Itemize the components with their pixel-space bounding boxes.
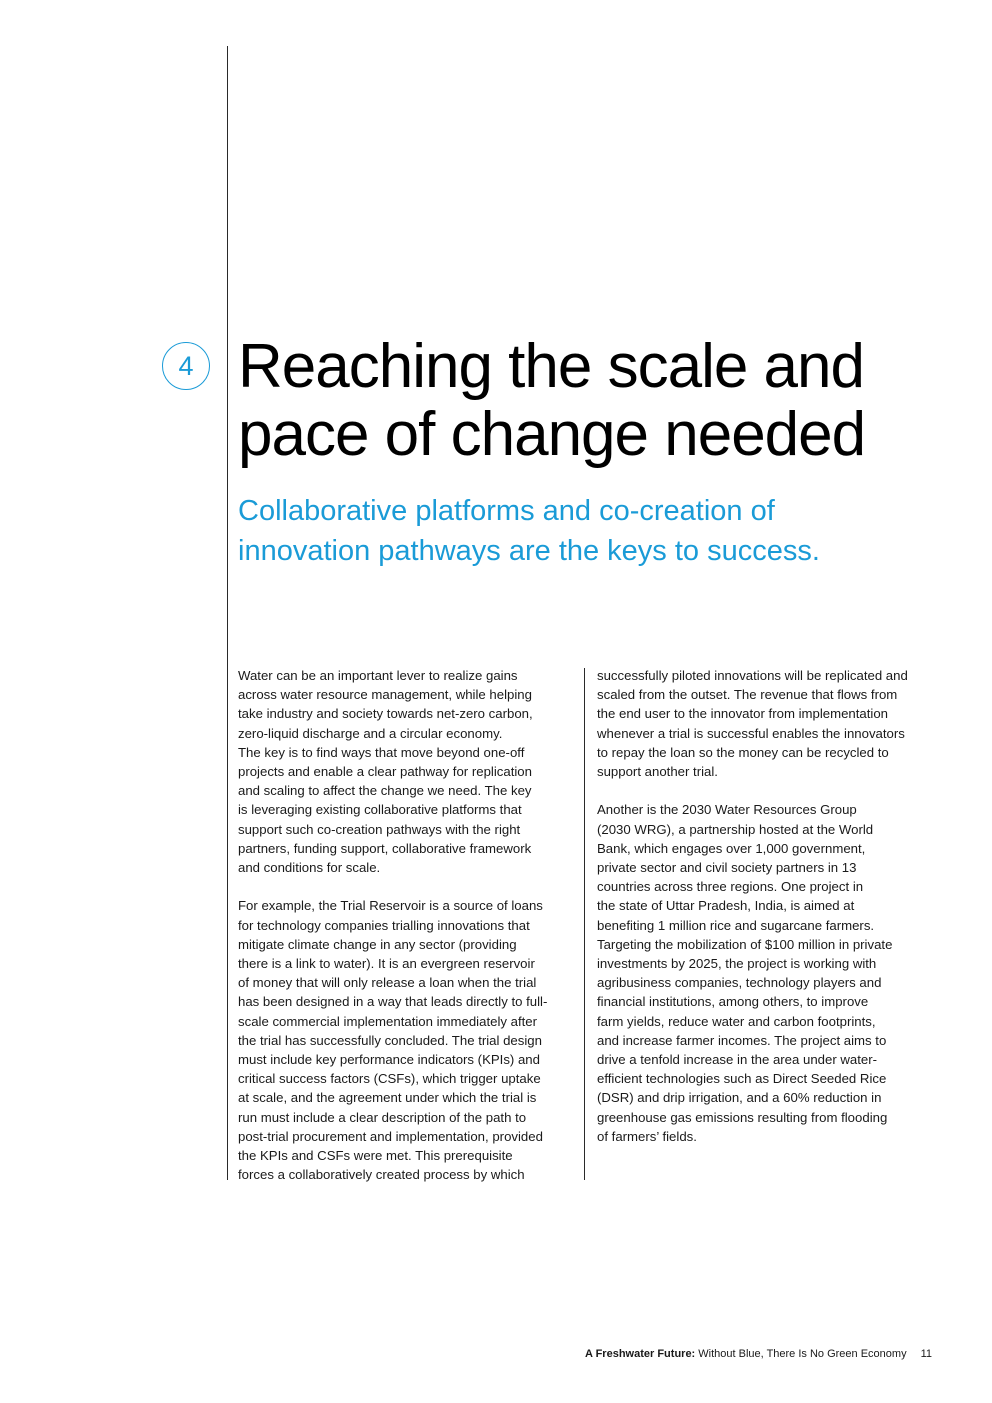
text-line: must include key performance indicators (KPIs) and [238, 1052, 540, 1068]
chapter-subtitle [238, 491, 938, 571]
text-line: of farmers’ fields. [597, 1128, 697, 1144]
text-line: zero-liquid discharge and a circular economy. [238, 725, 503, 741]
text-line: run must include a clear description of the path to [238, 1109, 527, 1125]
text-line: and increase farmer incomes. The project aims to [597, 1032, 887, 1048]
chapter-subtitle-line: innovation pathways are the keys to success. [238, 535, 820, 567]
text-line: whenever a trial is successful enables the innovators [597, 725, 905, 741]
text-line: The key is to find ways that move beyond one-off [238, 744, 525, 760]
text-line: support another trial. [597, 764, 718, 780]
text-line: Targeting the mobilization of $100 million in private [597, 936, 893, 952]
text-line: countries across three regions. One project in [597, 879, 864, 895]
text-line: (2030 WRG), a partnership hosted at the World [597, 821, 874, 837]
text-line: the trial has successfully concluded. The trial design [238, 1032, 542, 1048]
text-line: scaled from the outset. The revenue that flows from [597, 687, 898, 703]
text-line: For example, the Trial Reservoir is a source of loans [238, 898, 543, 914]
body-column-right [597, 666, 937, 1146]
text-line: post-trial procurement and implementation, provided [238, 1128, 543, 1144]
text-line: Water can be an important lever to realize gains [238, 668, 518, 683]
chapter-number: 4 [178, 350, 194, 381]
text-line: the end user to the innovator from implementation [597, 706, 889, 722]
text-line: the state of Uttar Pradesh, India, is aimed at [597, 898, 855, 914]
text-line: the KPIs and CSFs were met. This prerequisite [238, 1148, 513, 1164]
text-line: Another is the 2030 Water Resources Group [597, 802, 857, 818]
text-line: drive a tenfold increase in the area under water- [597, 1052, 878, 1068]
text-line: support such co-creation pathways with the right [238, 821, 521, 837]
text-line: critical success factors (CSFs), which trigger uptake [238, 1071, 541, 1087]
text-line: efficient technologies such as Direct Seeded Rice [597, 1071, 887, 1087]
text-line: farm yields, reduce water and carbon footprints, [597, 1013, 876, 1029]
text-line: investments by 2025, the project is working with [597, 956, 877, 972]
text-line: across water resource management, while helping [238, 687, 532, 703]
text-line: at scale, and the agreement under which the trial is [238, 1090, 537, 1106]
text-line: of money that will only release a loan when the trial [238, 975, 537, 991]
text-line: partners, funding support, collaborative framework [238, 840, 532, 856]
text-line: is leveraging existing collaborative platforms that [238, 802, 522, 818]
chapter-title-line: Reaching the scale and [238, 332, 865, 401]
chapter-subtitle-line: Collaborative platforms and co-creation of [238, 495, 775, 527]
text-line: take industry and society towards net-zero carbon, [238, 706, 533, 722]
chapter-title-line: pace of change needed [238, 400, 866, 469]
text-line: Bank, which engages over 1,000 government, [597, 840, 866, 856]
paragraph [597, 666, 937, 781]
text-line: benefiting 1 million rice and sugarcane farmers. [597, 917, 875, 933]
text-line: agribusiness companies, technology players and [597, 975, 882, 991]
page-number: 11 [920, 1348, 932, 1360]
chapter-title [238, 333, 958, 469]
text-line: has been designed in a way that leads directly to full- [238, 994, 548, 1010]
text-line: to repay the loan so the money can be recycled to [597, 744, 889, 760]
text-line: forces a collaboratively created process by which [238, 1167, 525, 1183]
text-line: financial institutions, among others, to improve [597, 994, 869, 1010]
paragraph [238, 896, 578, 1184]
text-line: for technology companies trialling innovations that [238, 917, 530, 933]
text-line: and scaling to affect the change we need. The key [238, 783, 532, 799]
text-line: mitigate climate change in any sector (providing [238, 936, 517, 952]
text-line: private sector and civil society partners in 13 [597, 860, 857, 876]
text-line: scale commercial implementation immediately after [238, 1013, 538, 1029]
column-divider [584, 668, 585, 1180]
paragraph [597, 800, 937, 1146]
text-line: greenhouse gas emissions resulting from flooding [597, 1109, 888, 1125]
text-line: (DSR) and drip irrigation, and a 60% reduction in [597, 1090, 882, 1106]
chapter-number-badge [162, 342, 210, 390]
paragraph [238, 666, 578, 877]
page-footer [585, 1347, 932, 1361]
text-line: successfully piloted innovations will be replicated and [597, 668, 908, 683]
body-column-left [238, 666, 578, 1184]
text-line: there is a link to water). It is an evergreen reservoir [238, 956, 535, 972]
footer-subtitle: Without Blue, There Is No Green Economy [695, 1348, 907, 1360]
text-line: projects and enable a clear pathway for replication [238, 764, 532, 780]
vertical-rule [227, 46, 228, 1180]
text-line: and conditions for scale. [238, 860, 381, 876]
footer-publication: A Freshwater Future: [585, 1348, 696, 1360]
